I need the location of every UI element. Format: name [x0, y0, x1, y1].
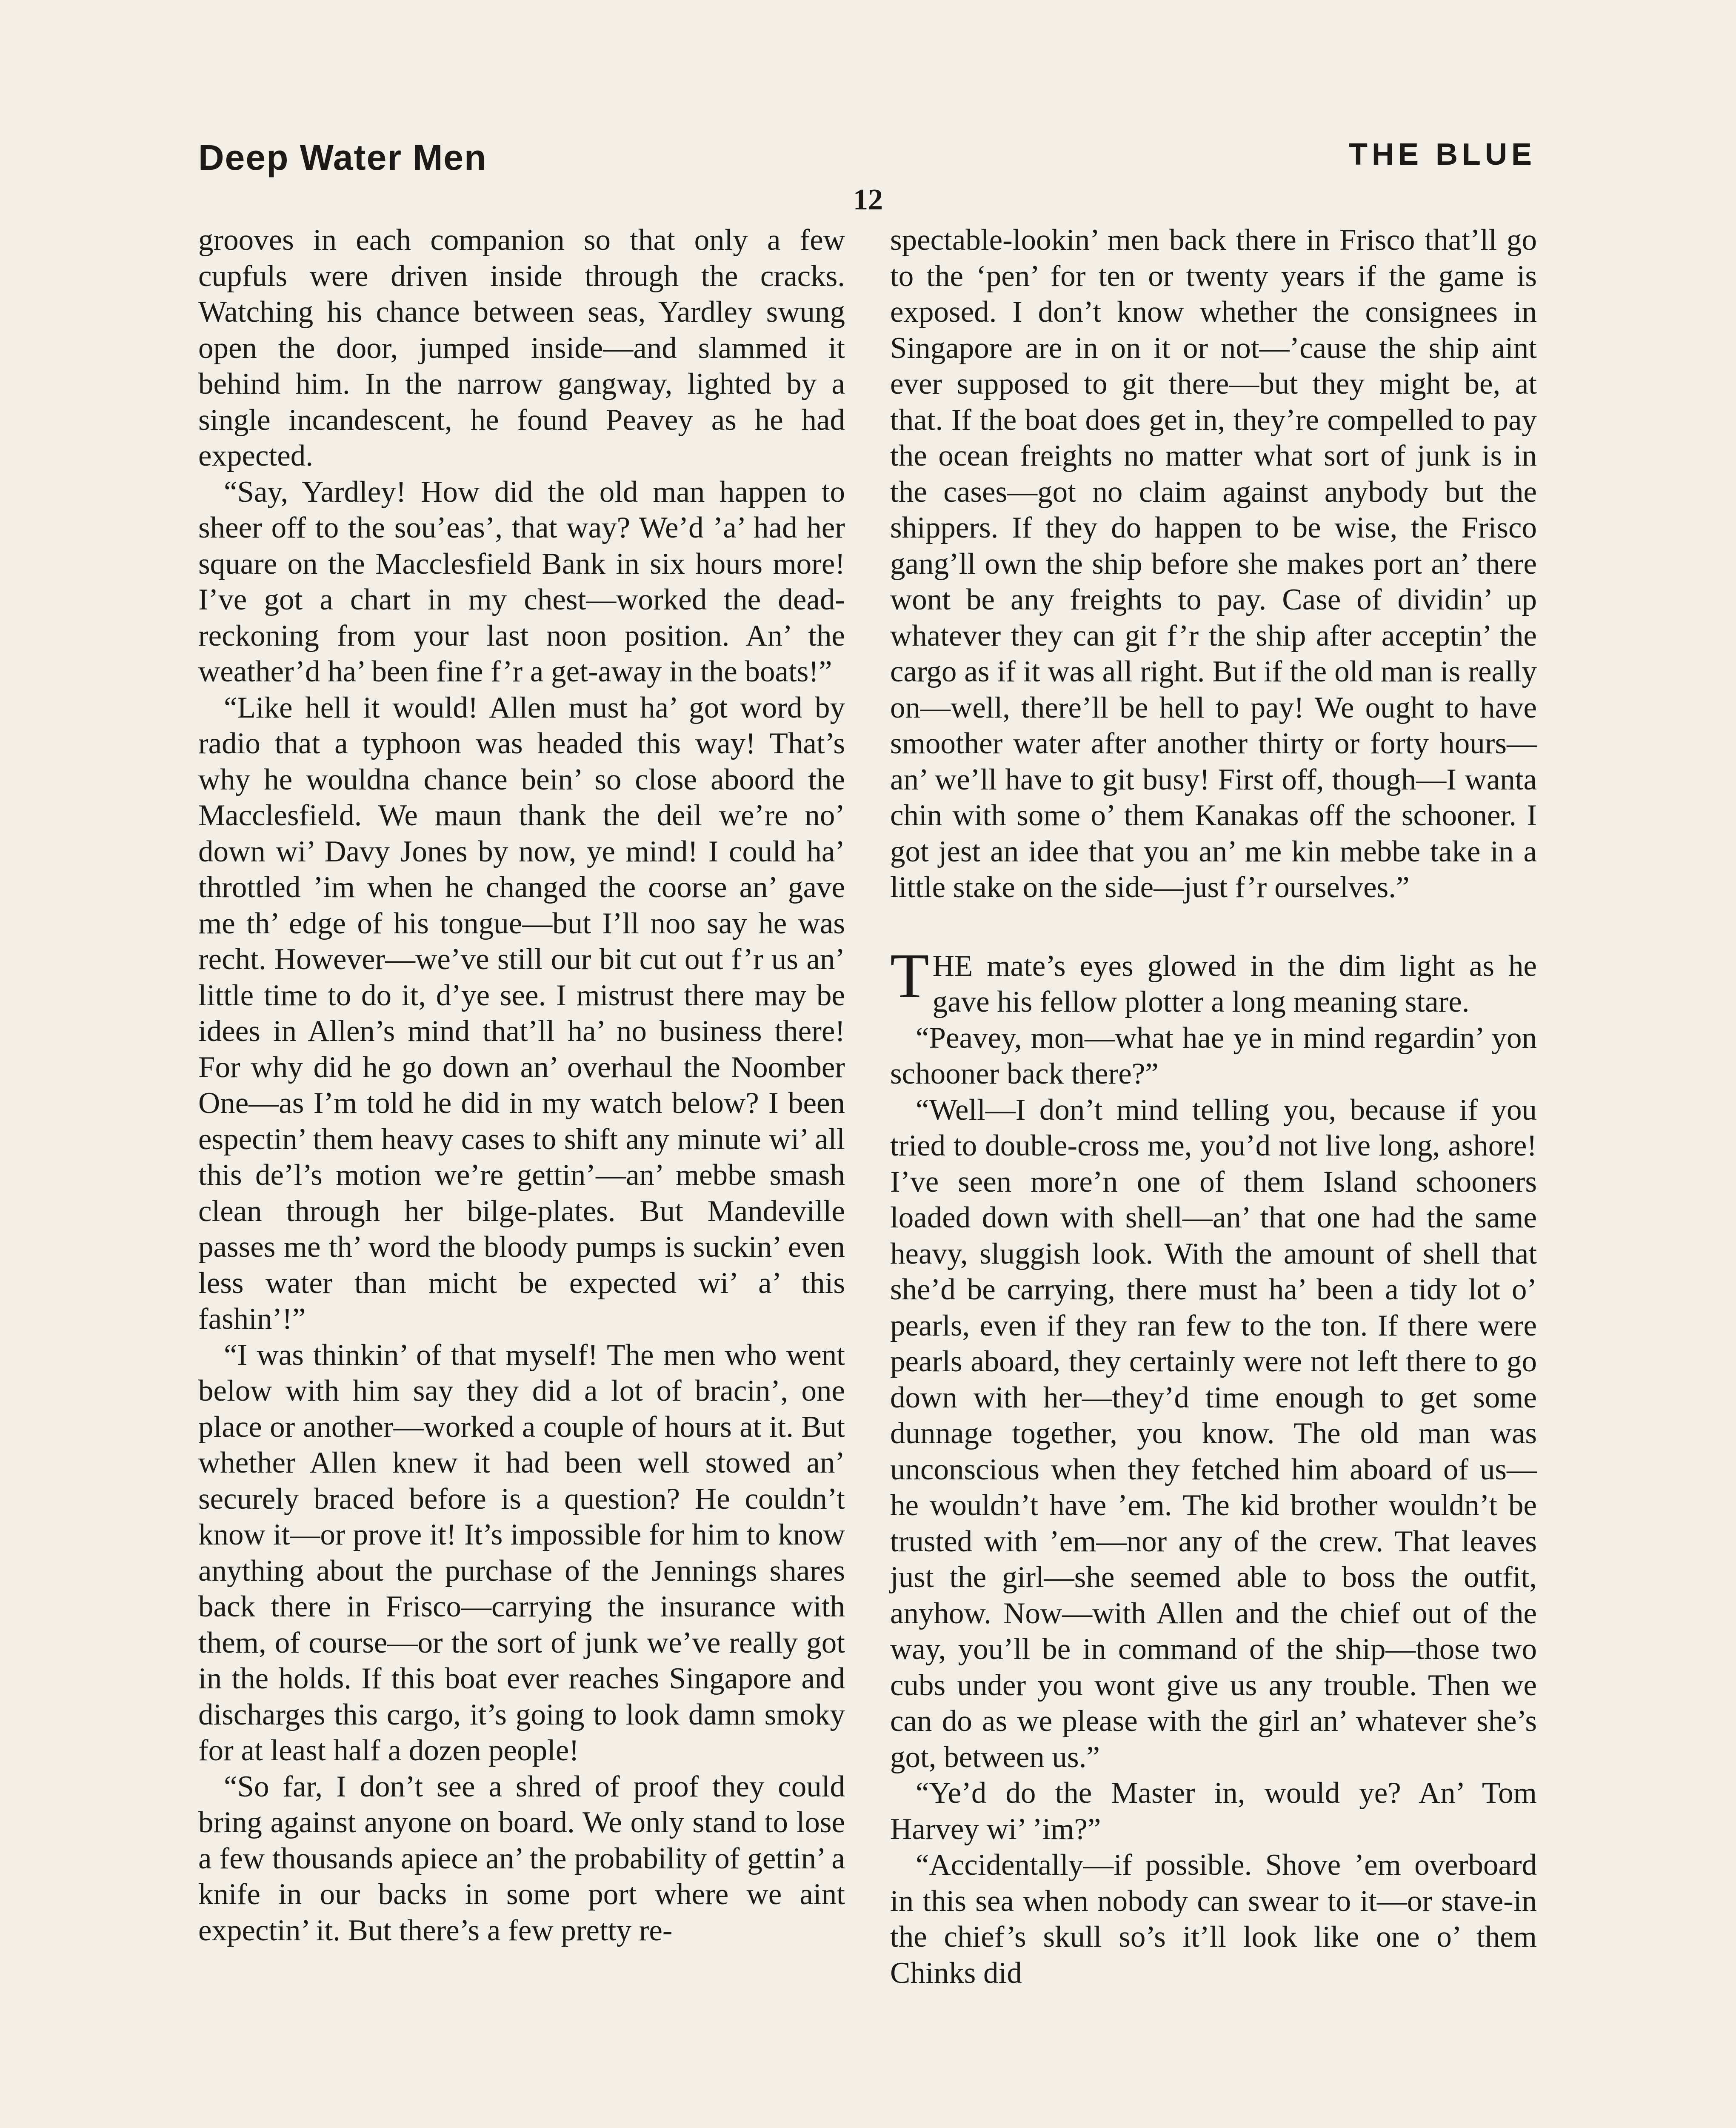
left-column: [198, 222, 845, 1948]
story-title: Deep Water Men: [198, 137, 487, 177]
right-column: [890, 222, 1537, 1991]
paragraph: “Well—I don’t mind telling you, because if you tried to double-cross me, you’d not live long, ashore! I’ve seen more’n one of them Island schooners loaded down with shell—an’ that one had the same heavy, sluggish look. With the amount of shell that she’d be carrying, there must ha’ been a tidy lot o’ pearls, even if they ran few to the ton. If there were pearls aboard, they certainly were not left there to go down with her—they’d time enough to get some dunnage together, you know. The old man was unconscious when they fetched him aboard of us—he wouldn’t have ’em. The kid brother wouldn’t be trusted with ’em—nor any of the crew. That leaves just the girl—she seemed able to boss the outfit, anyhow. Now—with Allen and the chief out of the way, you’ll be in command of the ship—those two cubs under you wont give us any trouble. Then we can do as we please with the girl an’ whatever she’s got, between us.”: [890, 1093, 1537, 1774]
section-opening-paragraph: [890, 940, 1537, 1020]
page-number: 12: [853, 183, 883, 216]
drop-cap: T: [890, 940, 929, 1011]
paragraph: grooves in each companion so that only a few cupfuls were driven inside through the cracks. Watching his chance between seas, Yardley swung open the door, jumped inside—and slammed it behind him. In the narrow gangway, lighted by a single incandescent, he found Peavey as he had expected.: [198, 223, 845, 472]
paragraph: “Like hell it would! Allen must ha’ got word by radio that a typhoon was headed this way! That’s why he wouldna chance bein’ so close aboord the Macclesfield. We maun thank the deil we’re no’ down wi’ Davy Jones by now, ye mind! I could ha’ throttled ’im when he changed the coorse an’ gave me th’ edge of his tongue—but I’ll noo say he was recht. However—we’ve still our bit cut out f’r us an’ little time to do it, d’ye see. I mistrust there may be idees in Allen’s mind that’ll ha’ no business there! For why did he go down an’ overhaul the Noomber One—as I’m told he did in my watch below? I been espectin’ them heavy cases to shift any minute wi’ all this de’l’s motion we’re gettin’—an’ mebbe smash clean through her bilge-plates. But Mandeville passes me th’ word the bloody pumps is suckin’ even less water than micht be expected wi’ a’ this fashin’!”: [198, 691, 845, 1336]
paragraph: “Ye’d do the Master in, would ye? An’ Tom Harvey wi’ ’im?”: [890, 1776, 1537, 1846]
paragraph: “So far, I don’t see a shred of proof they could bring against anyone on board. We only stand to lose a few thousands apiece an’ the probability of gettin’ a knife in our backs in some port where we aint expectin’ it. But there’s a few pretty re-: [198, 1770, 845, 1947]
paragraph: “Say, Yardley! How did the old man happen to sheer off to the sou’eas’, that way? We’d ’a’ had her square on the Macclesfield Bank in six hours more! I’ve got a chart in my chest—worked the dead-reckoning from your last noon position. An’ the weather’d ha’ been fine f’r a get-away in the boats!”: [198, 475, 845, 688]
paragraph: “Peavey, mon—what hae ye in mind regardin’ yon schooner back there?”: [890, 1021, 1537, 1090]
paragraph-text: HE mate’s eyes glowed in the dim light as he gave his fellow plotter a long meaning stare.: [932, 949, 1537, 1018]
paragraph: “I was thinkin’ of that myself! The men who went below with him say they did a lot of bracin’, one place or another—worked a couple of hours at it. But whether Allen knew it had been well stowed an’ securely braced before is a question? He couldn’t know it—or prove it! It’s impossible for him to know anything about the purchase of the Jennings shares back there in Frisco—carrying the insurance with them, of course—or the sort of junk we’ve really got in the holds. If this boat ever reaches Singapore and discharges this cargo, it’s going to look damn smoky for at least half a dozen people!: [198, 1338, 845, 1767]
paragraph: spectable-lookin’ men back there in Frisco that’ll go to the ‘pen’ for ten or twenty years if the game is exposed. I don’t know whether the consignees in Singapore are in on it or not—’cause the ship aint ever supposed to git there—but they might be, at that. If the boat does get in, they’re compelled to pay the ocean freights no matter what sort of junk is in the cases—got no claim against anybody but the shippers. If they do happen to be wise, the Frisco gang’ll own the ship before she makes port an’ there wont be any freights to pay. Case of dividin’ up whatever they can git f’r the ship after acceptin’ the cargo as if it was all right. But if the old man is really on—well, there’ll be hell to pay! We ought to have smoother water after another thirty or forty hours—an’ we’ll have to git busy! First off, though—I wanta chin with some o’ them Kanakas off the schooner. I got jest an idee that you an’ me kin mebbe take in a little stake on the side—just f’r ourselves.”: [890, 223, 1537, 904]
paragraph: “Accidentally—if possible. Shove ’em overboard in this sea when nobody can swear to it—or stave-in the chief’s skull so’s it’ll look like one o’ them Chinks did: [890, 1848, 1537, 1990]
magazine-name: THE BLUE: [1349, 137, 1536, 172]
